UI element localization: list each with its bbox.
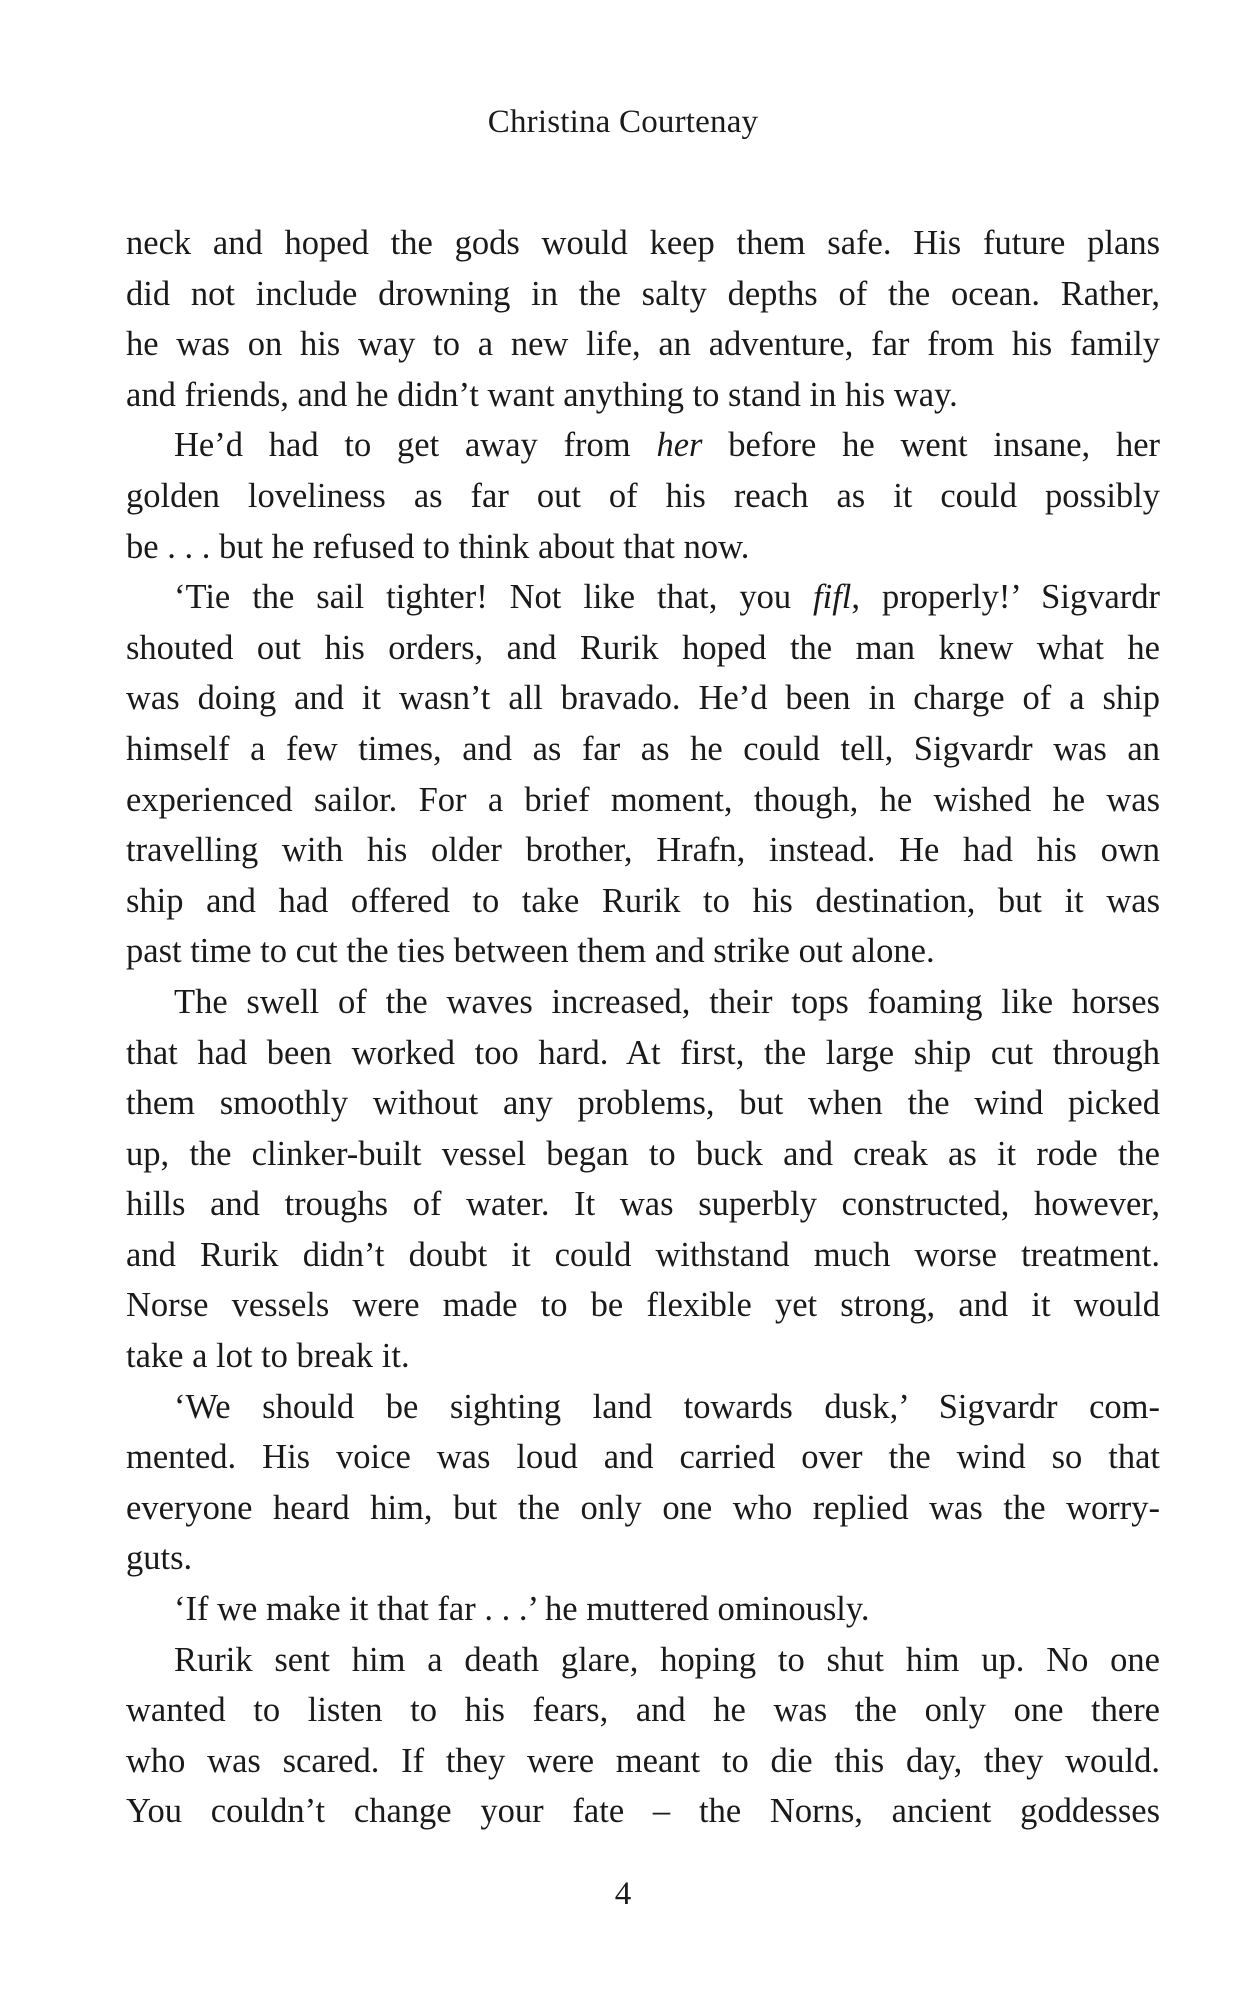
text-line: take a lot to break it. [126,1337,410,1376]
text-line: ship and had offered to take Rurik to his destination, but it was [126,881,1160,920]
paragraph [126,218,1160,420]
text-line: was doing and it wasn’t all bravado. He’d been in charge of a ship [126,679,1160,718]
text-line: Norse vessels were made to be flexible yet strong, and it would [126,1286,1160,1325]
paragraph [126,420,1160,572]
paragraph [126,977,1160,1382]
text-line: He’d had to get away from her before he went insane, her [174,426,1160,465]
text-line: he was on his way to a new life, an adventure, far from his family [126,325,1160,364]
text-line: past time to cut the ties between them and strike out alone. [126,932,935,971]
italic-word: fifl [813,578,852,617]
text-line: everyone heard him, but the only one who replied was the worry- [126,1488,1160,1527]
text-line: guts. [126,1539,193,1578]
text-line: shouted out his orders, and Rurik hoped the man knew what he [126,628,1160,667]
text-line: that had been worked too hard. At first, the large ship cut through [126,1033,1160,1072]
text-line: You couldn’t change your fate – the Norns, ancient goddesses [126,1792,1160,1831]
text-line: golden loveliness as far out of his reach as it could possibly [126,476,1160,515]
text-line: travelling with his older brother, Hrafn, instead. He had his own [126,831,1160,870]
body-text [126,218,1160,1837]
paragraph [126,1382,1160,1584]
text-line: and friends, and he didn’t want anything to stand in his way. [126,375,958,414]
text-line: ‘We should be sighting land towards dusk,’ Sigvardr com- [174,1387,1160,1426]
text-line: who was scared. If they were meant to die this day, they would. [126,1741,1160,1780]
text-line: The swell of the waves increased, their tops foaming like horses [174,982,1160,1021]
text-line: himself a few times, and as far as he could tell, Sigvardr was an [126,729,1160,768]
text-line: wanted to listen to his fears, and he was the only one there [126,1691,1160,1730]
text-line: mented. His voice was loud and carried over the wind so that [126,1438,1160,1477]
running-head: Christina Courtenay [487,104,759,140]
paragraph [126,1584,1160,1635]
text-line: experienced sailor. For a brief moment, though, he wished he was [126,780,1160,819]
text-line: ‘Tie the sail tighter! Not like that, you fifl, properly!’ Sigvardr [174,578,1160,617]
paragraph [126,1635,1160,1837]
text-line: hills and troughs of water. It was superbly constructed, however, [126,1185,1160,1224]
text-line: be . . . but he refused to think about that now. [126,527,750,566]
page-number: 4 [614,1876,632,1912]
text-line: Rurik sent him a death glare, hoping to shut him up. No one [174,1640,1160,1679]
text-line: up, the clinker-built vessel began to buck and creak as it rode the [126,1134,1160,1173]
paragraph [126,572,1160,977]
italic-word: her [656,426,703,465]
text-line: them smoothly without any problems, but when the wind picked [126,1084,1160,1123]
text-line: neck and hoped the gods would keep them safe. His future plans [126,224,1160,262]
text-line: and Rurik didn’t doubt it could withstand much worse treatment. [126,1235,1160,1274]
text-line: ‘If we make it that far . . .’ he muttered ominously. [174,1590,870,1629]
text-line: did not include drowning in the salty depths of the ocean. Rather, [126,274,1160,313]
